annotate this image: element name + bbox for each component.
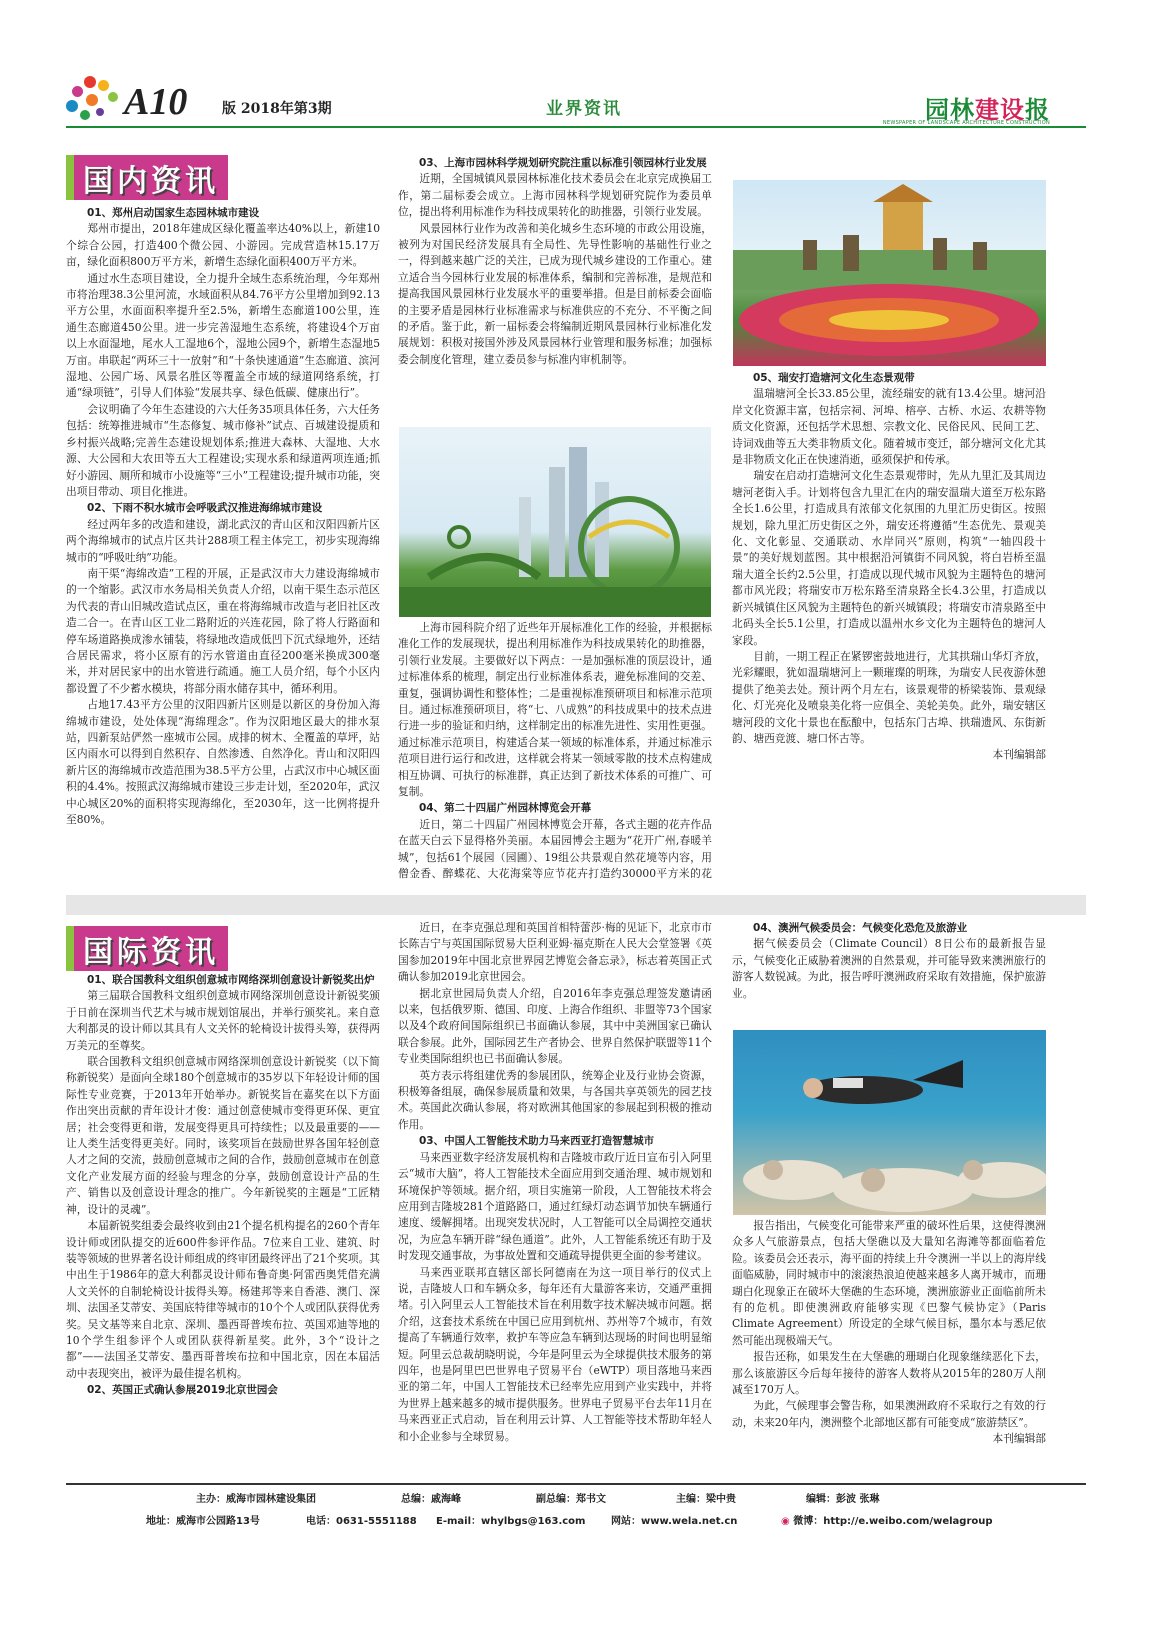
article-paragraph: 郑州市提出，2018年建成区绿化覆盖率达40%以上，新建10个综合公园，打造400个微公园、小游园。完成营造林15.17万亩，绿化面积800万平方米，新增生态绿化面积400万平方米。 (66, 222, 380, 269)
article-paragraph: 据北京世园局负责人介绍，自2016年李克强总理签发邀请函以来，包括俄罗斯、德国、印度、上海合作组织、非盟等73个国家以及4个政府间国际组织已书面确认参展，其中中美洲国家已确认联合参展。此外，国际园艺生产者协会、世界自然保护联盟等11个专业类国际组织也已书面确认参展。 (398, 986, 712, 1066)
section-title: 业界资讯 (546, 99, 622, 119)
article-paragraph: 会议明确了今年生态建设的六大任务35项具体任务，六大任务包括：统筹推进城市“生态修复、城市修补”试点、百城建设提质和乡村振兴战略;完善生态建设规划体系;推进大森林、大湿地、大水源、大公园和大农田等五大工程建设;实现水系和绿道两项连通;抓好小游园、厕所和城市小设施等“三小”工程建设;提升城市功能，突出项目带动、项目化推进。 (66, 402, 380, 498)
article-title: 03、中国人工智能技术助力马来西亚打造智慧城市 (419, 1135, 655, 1148)
sponsor: 主办：威海市园林建设集团 (196, 1494, 316, 1505)
article-paragraph: 马来西亚联邦直辖区部长阿德南在为这一项目举行的仪式上说，吉隆坡人口和车辆众多，每年还有大量游客来访，交通严重拥堵。引入阿里云人工智能技术旨在利用数字技术解决城市问题。据介绍，这套技术系统在中国已应用到杭州、苏州等7个城市，有效提高了车辆通行效率，救护车等应急车辆到达现场的时间也明显缩短。阿里云总裁胡晓明说，今年是阿里云为全球提供技术服务的第四年，也是阿里巴巴世界电子贸易平台（eWTP）项目落地马来西亚的第二年，中国人工智能技术已经率先应用到产业实践中，并将为世界上越来越多的城市提供服务。世界电子贸易平台去年11月在马来西亚正式启动，旨在利用云计算、人工智能等技术帮助年轻人和小企业参与全球贸易。 (398, 1265, 712, 1443)
article-paragraph: 占地17.43平方公里的汉阳四新片区则是以新区的身份加入海绵城市建设，处处体现“海绵理念”。作为汉阳地区最大的排水泵站，四新泵站俨然一座城市公园。成排的树木、全覆盖的草坪，站区内雨水可以得到自然积存、自然渗透、自然净化。青山和汉阳四新片区的海绵城市改造范围为38.5平方公里，占武汉市中心城区面积的4.4%。按照武汉海绵城市建设三步走计划，至2020年，武汉中心城区20%的面积将实现海绵化，至2030年，这一比例将提升至80%。 (66, 698, 380, 827)
domestic-column-2-bottom (398, 620, 712, 882)
coral-reef-diver-photo (733, 1030, 1046, 1215)
domestic-column-3 (732, 370, 1046, 882)
international-column-1 (66, 972, 380, 1478)
article-paragraph: 联合国教科文组织创意城市网络深圳创意设计新锐奖（以下简称新锐奖）是面向全球180个创意城市的35岁以下年轻设计师的国际性专业竞赛，于2013年开始举办。新锐奖旨在嘉奖在以下方面作出突出贡献的青年设计才俊：通过创意使城市变得更环保、更宜居；社会变得更和谐，发展变得更具可持续性；以及最重要的——让人类生活变得更美好。同时，该奖项旨在鼓励世界各国年轻创意人才之间的交流，鼓励创意城市之间的合作，鼓励创意城市在创意文化产业发展方面的经验与理念的分享，鼓励创意设计产品的生产、销售以及创意设计理念的推广。今年新锐奖的主题是“工匠精神，设计的灵魂”。 (66, 1055, 380, 1216)
article-paragraph: 上海市园科院介绍了近些年开展标准化工作的经验，并根据标准化工作的发展现状，提出利用标准作为科技成果转化的助推器，引领行业发展。主要做好以下两点：一是加强标准的顶层设计，通过标准体系的梳理，制定出行业标准体系表，避免标准间的交差、重复，强调协调性和整体性；二是重视标准预研项目和标准示范项目。通过标准预研项目，将“七、八成熟”的科技成果中的技术点进行进一步的验证和归纳，这样制定出的标准先进性、实用性更强。通过标准示范项目，构建适合某一领域的标准体系，并通过标准示范项目进行运行和改进，这样就会将某一领域零散的技术点构建成相互协调、可执行的标准群，真正达到了新技术体系的可推广、可复制。 (398, 621, 712, 799)
website[interactable]: 网站：www.wela.net.cn (611, 1516, 738, 1527)
weibo-icon: ◉ (781, 1516, 794, 1527)
editor-signature: 本刊编辑部 (992, 748, 1046, 762)
article-paragraph: 风景园林行业作为改善和美化城乡生态环境的市政公用设施，被列为对国民经济发展具有全局性、先导性影响的基础性行业之一，得到越来越广泛的关注，已成为现代城乡建设的工作重心。建立适合当今园林行业发展的标准体系，编制和完善标准，是规范和提高我国风景园林行业发展水平的重要举措。但是目前标委会面临的主要矛盾是园林行业标准需求与标准供应的不充分、不平衡之间的矛盾。鉴于此，新一届标委会将编制近期风景园林行业标准化发展规划：积极对接国外涉及风景园林行业管理和服务标准；加强标委会制度化管理，建立委员参与标准内审机制等。 (398, 221, 712, 366)
article-title: 02、下雨不积水城市会呼吸武汉推进海绵城市建设 (87, 502, 323, 515)
article-paragraph: 南干渠“海绵改造”工程的开展，正是武汉市大力建设海绵城市的一个缩影。武汉市水务局相关负责人介绍，以南干渠生态示范区为代表的青山旧城改造试点区，重在将海绵城市改造与老旧社区改造二合一。在青山区工业二路附近的兴连花园，除了将人行路面和停车场道路换成渗水铺装，将绿地改造成低凹下沉式绿地外，还结合居民需求，将小区原有的污水管道由直径200毫米换成300毫米，并对居民家中的出水管进行疏通。施工人员介绍，每个小区内都设置了不少蓄水模块，将部分雨水储存其中，循环利用。 (66, 566, 380, 695)
international-column-3-top (732, 920, 1046, 1028)
phone: 电话：0631-5551188 (306, 1516, 417, 1527)
domestic-column-1 (66, 205, 380, 885)
article-title: 04、澳洲气候委员会：气候变化恐危及旅游业 (753, 922, 968, 934)
article-paragraph: 为此，气候理事会警告称，如果澳洲政府不采取行之有效的行动，未来20年内，澳洲整个北部地区都有可能变成“旅游禁区”。 (732, 1399, 1046, 1429)
address: 地址：威海市公园路13号 (146, 1516, 260, 1527)
domestic-news-tag: 国内资讯 (66, 155, 228, 200)
footer-rule (66, 1483, 1086, 1485)
article-paragraph: 据气候委员会（Climate Council）8日公布的最新报告显示，气候变化正威胁着澳洲的自然景观，并可能导致来澳洲旅行的游客人数锐减。为此，报告呼吁澳洲政府采取有效措施，保护旅游业。 (732, 937, 1046, 1000)
email[interactable]: E-mail：whylbgs@163.com (436, 1516, 586, 1527)
article-title: 01、联合国教科文组织创意城市网络深圳创意设计新锐奖出炉 (87, 974, 375, 986)
article-paragraph: 经过两年多的改造和建设，湖北武汉的青山区和汉阳四新片区两个海绵城市的试点片区共计288项工程主体完工，初步实现海绵城市的“呼吸吐纳”功能。 (66, 517, 380, 564)
article-title: 04、第二十四届广州园林博览会开幕 (419, 802, 592, 815)
article-title: 05、瑞安打造塘河文化生态景观带 (753, 372, 915, 384)
domestic-column-2-top (398, 155, 712, 425)
editors: 编辑：彭波 张琳 (806, 1494, 880, 1505)
logo-dots-icon (66, 76, 126, 126)
international-column-3-bottom (732, 1218, 1046, 1478)
deputy-editor: 副总编：郑书文 (536, 1494, 606, 1505)
article-paragraph: 第三届联合国教科文组织创意城市网络深圳创意设计新锐奖颁于日前在深圳当代艺术与城市规划馆展出，并举行颁奖礼。来自意大利都灵的设计师以其具有人文关怀的轮椅设计拔得头筹，获得两万美元的至尊奖。 (66, 989, 380, 1052)
article-paragraph: 瑞安在启动打造塘河文化生态景观带时，先从九里汇及其周边塘河老街入手。计划将包含九里汇在内的瑞安温瑞大道至万松东路全长1.6公里，打造成具有浓郁文化氛围的九里汇历史街区。按照规划，除九里汇历史街区之外，瑞安还将遵循“生态优先、景观美化、文化彰显、交通联动、水岸同兴”原则，构筑“一轴四段十景”的美好规划蓝图。其中根据沿河镇街不同风貌，将白岩桥至温瑞大道全长约2.5公里，打造成以现代城市风貌为主题特色的塘河都市风光段；将瑞安市万松东路至清泉路全长4.3公里，打造成以新兴城镇住区风貌为主题特色的新兴城镇段；将瑞安市清泉路至中北码头全长5.1公里，打造成以温州水乡文化为主题特色的塘河人家段。 (732, 469, 1046, 647)
page-number: A10 (124, 81, 188, 123)
article-paragraph: 近期，全国城镇风景园林标准化技术委员会在北京完成换届工作，第二届标委会成立。上海市园林科学规划研究院作为委员单位，提出将利用标准作为科技成果转化的助推器，引领行业发展。 (398, 172, 712, 219)
newspaper-brand: 园林建设报 (925, 96, 1050, 124)
chief-editor: 主编：梁中贵 (676, 1494, 736, 1505)
article-title: 03、上海市园林科学规划研究院注重以标准引领园林行业发展 (419, 157, 707, 169)
article-paragraph: 报告还称，如果发生在大堡礁的珊瑚白化现象继续恶化下去，那么该旅游区今后每年接待的游客人数将从2015年的280万人削减至170万人。 (732, 1350, 1046, 1397)
header-rule (66, 126, 1086, 128)
article-paragraph: 近日，在李克强总理和英国首相特蕾莎·梅的见证下，北京市市长陈吉宁与英国国际贸易大臣利亚姆·福克斯在人民大会堂签署《英国参加2019年中国北京世界园艺博览会备忘录》，标志着英国正式确认参加2019北京世园会。 (398, 921, 712, 984)
article-paragraph: 目前，一期工程正在紧锣密鼓地进行，尤其拱瑞山华灯齐放，光彩耀眼，犹如温瑞塘河上一颗璀璨的明珠，为瑞安人民夜游休憩提供了绝美去处。预计两个月左右，该景观带的桥梁装饰、景观绿化、灯光亮化及喷泉美化将一应俱全、美轮美奂。此外，瑞安辖区塘河段的文化十景也在酝酿中，包括东门古埠、拱瑞遗风、东街新韵、塘西竞渡、塘口怀古等。 (732, 649, 1046, 745)
article-title: 01、郑州启动国家生态园林城市建设 (87, 207, 260, 219)
page-header (66, 76, 1086, 128)
guangzhou-garden-photo (399, 427, 711, 617)
article-paragraph: 近日，第二十四届广州园林博览会开幕，各式主题的花卉作品在蓝天白云下显得格外美丽。本届园博会主题为“花开广州,春暖羊城”，包括61个展园（园圃）、19组公共景观自然花境等内容，用僧金香、醉蝶花、大花海棠等应节花卉打造约30000平方米的花 (398, 817, 712, 881)
weibo[interactable]: ◉ 微博：http://e.weibo.com/welagroup (781, 1516, 993, 1527)
edition-info: 版 2018年第3期 (222, 101, 332, 117)
article-paragraph: 英方表示将组建优秀的参展团队，统筹企业及行业协会资源，积极筹备组展，确保参展质量和效果，与各国共享英领先的园艺技术。英国此次确认参展，将对欧洲其他国家的参展起到积极的推动作用。 (398, 1068, 712, 1131)
article-paragraph: 马来西亚数字经济发展机构和吉隆坡市政厅近日宣布引入阿里云“城市大脑”，将人工智能技术全面应用到交通治理、城市规划和环境保护等领域。据介绍，项目实施第一阶段，人工智能技术将会应用到吉隆坡281个道路路口，通过红绿灯动态调节加快车辆通行速度、缓解拥堵。出现突发状况时，人工智能可以全局调控交通状况，为应急车辆开辟“绿色通道”。此外，人工智能系统还有助于及时发现交通事故，为事故处置和交通疏导提供更全面的参考建议。 (398, 1150, 712, 1263)
international-column-2 (398, 920, 712, 1478)
newspaper-brand-sub: NEWSPAPER OF LANDSCAPE ARCHITECTURE CONSTRUCTION (882, 120, 1050, 126)
editor-in-chief: 总编：戚海峰 (401, 1494, 461, 1505)
article-paragraph: 报告指出，气候变化可能带来严重的破坏性后果，这使得澳洲众多人气旅游景点，包括大堡礁以及大量知名海滩等都面临着危险。该委员会还表示，海平面的持续上升令澳洲一半以上的海岸线面临威胁，同时城市中的滚滚热浪迫使越来越多人离开城市，而珊瑚白化现象正在破坏大堡礁的生态环境，澳洲旅游业正面临前所未有的危机。即使澳洲政府能够实现《巴黎气候协定》（Paris Climate Agreement）所设定的全球气候目标，墨尔本与悉尼依然可能出现极端天气。 (732, 1219, 1046, 1347)
article-paragraph: 温瑞塘河全长33.85公里，流经瑞安的就有13.4公里。塘河沿岸文化资源丰富，包括宗祠、河埠、榕亭、古桥、水运、农耕等物质文化资源，还包括学术思想、宗教文化、民俗民风、民间工艺、诗词戏曲等五大类非物质文化。随着城市变迁，部分塘河文化尤其是非物质文化正在快速消逝，亟须保护和传承。 (732, 387, 1046, 467)
editor-signature: 本刊编辑部 (992, 1432, 1046, 1446)
guangzhou-expo-photo (733, 180, 1046, 366)
article-title: 02、英国正式确认参展2019北京世园会 (87, 1384, 278, 1397)
international-news-tag: 国际资讯 (66, 926, 228, 971)
article-paragraph: 本届新锐奖组委会最终收到由21个提名机构提名的260个青年设计师或团队提交的近600件参评作品。7位来自工业、建筑、时装等领域的世界著名设计师组成的终审团最终评出了21个奖项。其中出生于1986年的意大利都灵设计师布鲁奇奥·阿雷西奥凭借充满人文关怀的自制轮椅设计拔得头筹。杨建邦等来自香港、澳门、深圳、法国圣艾蒂安、美国底特律等城市的10个个人或团队获得优秀奖。吴文基等来自北京、深圳、墨西哥普埃布拉、英国邓迪等地的10个学生组参评个人或团队获得新星奖。此外，3个“设计之都”——法国圣艾蒂安、墨西哥普埃布拉和中国北京，因在本届活动中表现突出，被评为最佳提名机构。 (66, 1219, 380, 1380)
section-divider (66, 895, 1086, 915)
article-paragraph: 通过水生态项目建设，全力提升全域生态系统治理，今年郑州市将治理38.3公里河流，水域面积从84.76平方公里增加到92.13平方公里，水面面积率提升至2.5%，新增生态廊道100公里，连通生态廊道450公里。进一步完善湿地生态系统，将建设4个万亩以上水面湿地，尾水人工湿地6个，湿地公园9个，新增生态湿地5万亩。串联起“两环三十一放射”和“十条快速通道”生态廊道、滨河湿地、公园广场、风景名胜区等覆盖全市域的绿道网络系统，打通“绿项链”，引导人们体验“发展共享、绿色低碳、健康出行”。 (66, 271, 380, 400)
